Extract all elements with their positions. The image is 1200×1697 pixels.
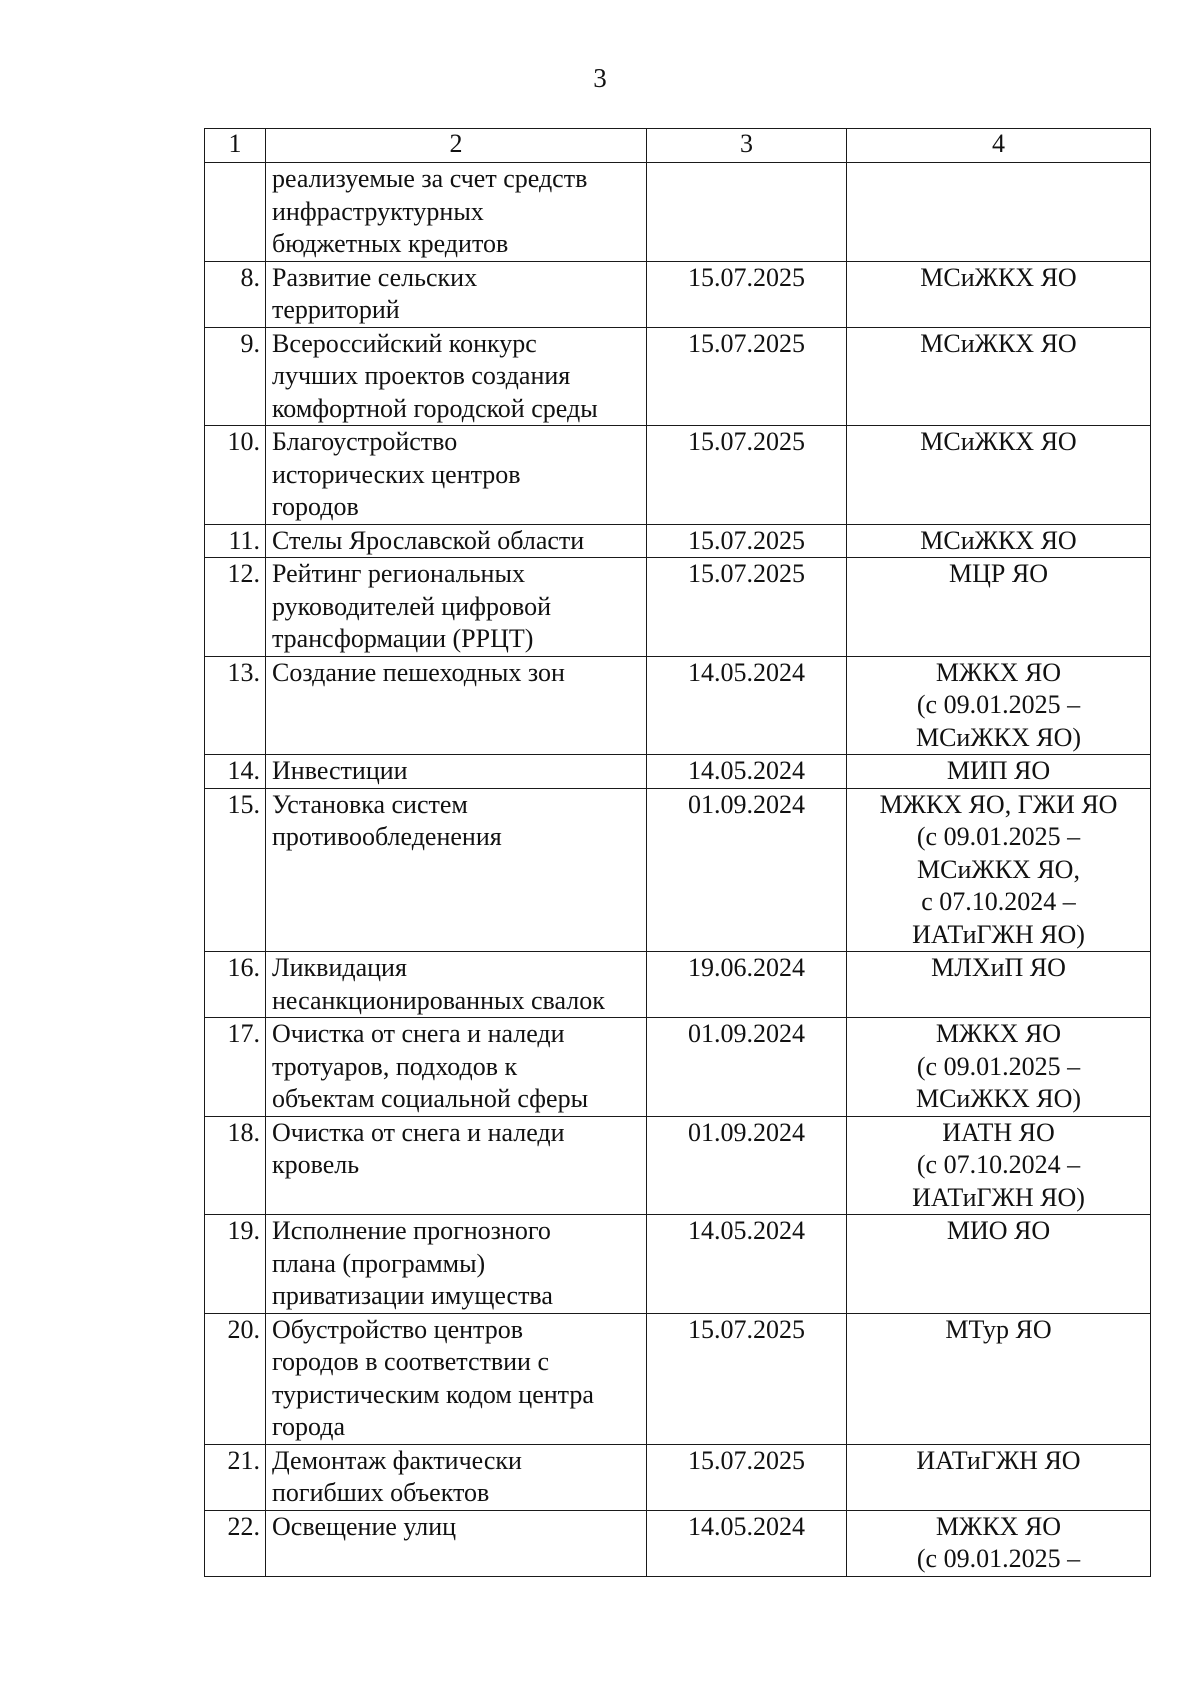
row-number: 17.: [205, 1018, 266, 1117]
row-name-line: Демонтаж фактически: [272, 1445, 522, 1475]
row-name: [266, 656, 647, 755]
table-row: [205, 656, 1151, 755]
row-responsible: [847, 1018, 1151, 1117]
table-row: [205, 524, 1151, 558]
row-responsible: [847, 952, 1151, 1018]
table-row: [205, 1444, 1151, 1510]
column-header-3: 3: [647, 129, 847, 163]
table-row: [205, 1215, 1151, 1314]
row-name: [266, 426, 647, 525]
row-date: 15.07.2025: [647, 327, 847, 426]
row-name-line: Развитие сельских: [272, 262, 478, 292]
table-row: [205, 788, 1151, 952]
row-name: [266, 755, 647, 789]
row-name-line: исторических центров: [272, 459, 521, 489]
table-row: [205, 755, 1151, 789]
row-responsible: [847, 261, 1151, 327]
row-number: 10.: [205, 426, 266, 525]
row-date: 15.07.2025: [647, 524, 847, 558]
row-responsible: [847, 1444, 1151, 1510]
row-name: [266, 1510, 647, 1576]
row-responsible-line: МИО ЯО: [946, 1216, 1051, 1245]
column-header-2: 2: [266, 129, 647, 163]
row-name-line: приватизации имущества: [272, 1281, 553, 1310]
table-header-row: [205, 129, 1151, 163]
page-number: 3: [593, 63, 607, 93]
row-responsible-line: (с 09.01.2025 –: [916, 1544, 1081, 1573]
row-responsible: [847, 755, 1151, 789]
table-row: [205, 1510, 1151, 1576]
row-responsible-line: МЛХиП ЯО: [931, 953, 1066, 982]
row-name-line: кровель: [272, 1150, 360, 1179]
row-number: 9.: [205, 327, 266, 426]
row-name-line: туристическим кодом центра: [272, 1379, 594, 1409]
row-name-line: противообледенения: [272, 822, 502, 851]
row-number: 12.: [205, 558, 266, 657]
row-responsible: [847, 1116, 1151, 1215]
row-name-line: плана (программы): [272, 1248, 486, 1278]
row-date: 14.05.2024: [647, 1510, 847, 1576]
row-name-line: Установка систем: [272, 789, 468, 819]
row-name-line: Рейтинг региональных: [272, 559, 525, 588]
table-row: [205, 558, 1151, 657]
row-name-line: тротуаров, подходов к: [272, 1051, 518, 1081]
row-responsible: [847, 788, 1151, 952]
row-name-line: лучших проектов создания: [272, 361, 571, 390]
row-number: 19.: [205, 1215, 266, 1314]
row-responsible: [847, 426, 1151, 525]
row-name: [266, 261, 647, 327]
row-name-line: объектам социальной сферы: [272, 1084, 589, 1113]
table-row: [205, 163, 1151, 262]
table-row: [205, 1018, 1151, 1117]
row-responsible: [847, 327, 1151, 426]
row-name-line: города: [272, 1412, 346, 1441]
row-responsible-line: с 07.10.2024 –: [921, 887, 1076, 916]
row-number: 22.: [205, 1510, 266, 1576]
row-date: 01.09.2024: [647, 1018, 847, 1117]
row-name-line: Очистка от снега и наледи: [272, 1019, 565, 1048]
row-responsible-line: (с 07.10.2024 –: [916, 1150, 1081, 1179]
row-responsible: [847, 558, 1151, 657]
row-date: 15.07.2025: [647, 426, 847, 525]
row-responsible-line: МСиЖКХ ЯО: [920, 328, 1077, 358]
row-responsible-line: МЖКХ ЯО: [935, 657, 1062, 687]
row-name-line: руководителей цифровой: [272, 591, 551, 621]
row-number: 20.: [205, 1313, 266, 1444]
row-name-line: Стелы Ярославской области: [272, 525, 585, 555]
row-date: 14.05.2024: [647, 656, 847, 755]
row-name-line: бюджетных кредитов: [272, 229, 509, 258]
row-name-line: Освещение улиц: [272, 1511, 457, 1541]
table-body: [205, 129, 1151, 1577]
row-name-line: Инвестиции: [272, 756, 408, 785]
column-header-4: 4: [847, 129, 1151, 163]
row-number: 15.: [205, 788, 266, 952]
row-name: [266, 524, 647, 558]
table-row: [205, 426, 1151, 525]
row-responsible-line: МЦР ЯО: [949, 559, 1048, 588]
row-name-line: Обустройство центров: [272, 1314, 523, 1344]
row-name: [266, 1116, 647, 1215]
row-number: 14.: [205, 755, 266, 789]
row-name-line: реализуемые за счет средств: [272, 164, 588, 193]
row-responsible: [847, 656, 1151, 755]
column-header-1: 1: [205, 129, 266, 163]
row-name-line: комфортной городской среды: [272, 393, 598, 423]
row-date: 01.09.2024: [647, 788, 847, 952]
row-date: [647, 163, 847, 262]
row-name-line: инфраструктурных: [272, 196, 484, 226]
row-responsible-line: МСиЖКХ ЯО): [915, 722, 1082, 752]
row-responsible-line: МСиЖКХ ЯО: [920, 262, 1077, 292]
table-row: [205, 952, 1151, 1018]
row-responsible-line: МСиЖКХ ЯО): [915, 1084, 1082, 1113]
row-date: 15.07.2025: [647, 261, 847, 327]
row-name: [266, 1444, 647, 1510]
row-name: [266, 163, 647, 262]
row-name-line: Всероссийский конкурс: [272, 328, 537, 358]
row-name: [266, 952, 647, 1018]
row-responsible-line: ИАТиГЖН ЯО): [912, 1182, 1085, 1212]
row-date: 15.07.2025: [647, 1313, 847, 1444]
row-responsible-line: (с 09.01.2025 –: [916, 1051, 1081, 1081]
row-number: 16.: [205, 952, 266, 1018]
row-responsible-line: ИАТиГЖН ЯО: [916, 1445, 1081, 1475]
row-name-line: несанкционированных свалок: [272, 985, 605, 1015]
row-date: 01.09.2024: [647, 1116, 847, 1215]
row-responsible-line: (с 09.01.2025 –: [916, 822, 1081, 851]
row-responsible: [847, 524, 1151, 558]
row-responsible: [847, 1215, 1151, 1314]
row-date: 15.07.2025: [647, 1444, 847, 1510]
row-responsible-line: МТур ЯО: [945, 1314, 1052, 1344]
row-responsible-line: МСиЖКХ ЯО: [920, 427, 1077, 456]
row-date: 14.05.2024: [647, 755, 847, 789]
row-responsible-line: ИАТН ЯО: [942, 1117, 1055, 1147]
row-name-line: городов в соответствии с: [272, 1347, 549, 1376]
table-row: [205, 1313, 1151, 1444]
table-row: [205, 327, 1151, 426]
table-row: [205, 1116, 1151, 1215]
row-responsible: [847, 163, 1151, 262]
row-responsible-line: МЖКХ ЯО, ГЖИ ЯО: [879, 789, 1118, 819]
row-date: 15.07.2025: [647, 558, 847, 657]
row-name: [266, 788, 647, 952]
row-responsible: [847, 1313, 1151, 1444]
row-name: [266, 1215, 647, 1314]
row-responsible-line: (с 09.01.2025 –: [916, 690, 1081, 719]
row-date: 19.06.2024: [647, 952, 847, 1018]
row-responsible-line: МЖКХ ЯО: [935, 1019, 1062, 1048]
row-name: [266, 327, 647, 426]
row-number: [205, 163, 266, 262]
row-responsible-line: МИП ЯО: [946, 756, 1051, 785]
row-number: 11.: [205, 524, 266, 558]
row-responsible-line: МСиЖКХ ЯО,: [917, 854, 1080, 884]
row-name: [266, 558, 647, 657]
document-table: [204, 128, 1151, 1577]
row-responsible-line: ИАТиГЖН ЯО): [912, 919, 1085, 949]
row-responsible-line: МЖКХ ЯО: [935, 1511, 1062, 1541]
row-date: 14.05.2024: [647, 1215, 847, 1314]
row-name: [266, 1313, 647, 1444]
row-number: 8.: [205, 261, 266, 327]
row-responsible: [847, 1510, 1151, 1576]
row-name-line: Очистка от снега и наледи: [272, 1117, 565, 1147]
row-number: 13.: [205, 656, 266, 755]
row-name-line: погибших объектов: [272, 1478, 490, 1507]
row-responsible-line: МСиЖКХ ЯО: [920, 525, 1077, 555]
table-row: [205, 261, 1151, 327]
row-name-line: Ликвидация: [272, 953, 407, 982]
row-name-line: Создание пешеходных зон: [272, 657, 565, 687]
row-name-line: территорий: [272, 295, 400, 324]
row-number: 18.: [205, 1116, 266, 1215]
row-name-line: Исполнение прогнозного: [272, 1216, 551, 1245]
row-number: 21.: [205, 1444, 266, 1510]
row-name: [266, 1018, 647, 1117]
row-name-line: городов: [272, 492, 359, 521]
row-name-line: Благоустройство: [272, 427, 458, 456]
row-name-line: трансформации (РРЦТ): [272, 624, 534, 653]
